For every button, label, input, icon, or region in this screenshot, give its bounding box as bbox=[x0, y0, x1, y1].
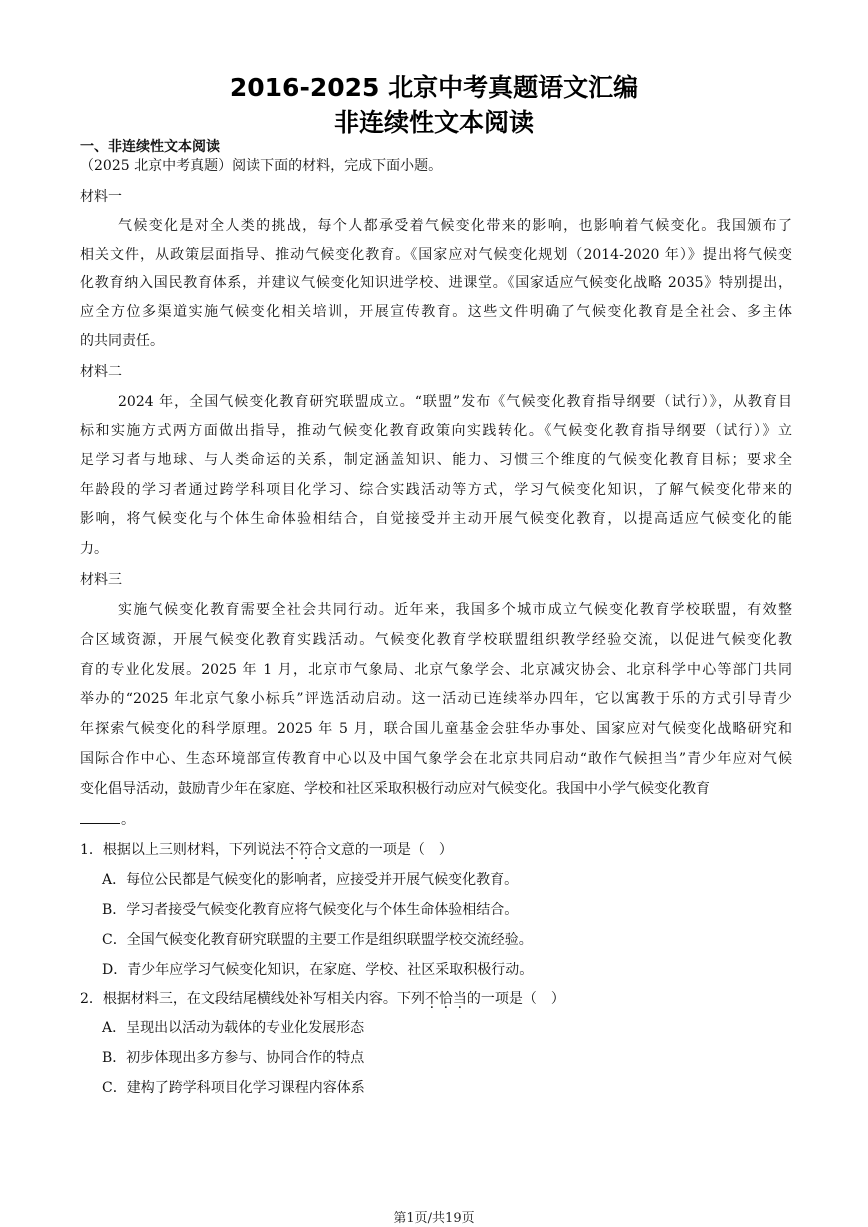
question-2-option-a[interactable]: A．呈现出以活动为载体的专业化发展形态 bbox=[102, 1020, 365, 1036]
question-2-option-c[interactable]: C．建构了跨学科项目化学习课程内容体系 bbox=[102, 1080, 365, 1096]
material3-line: 合区域资源，开展气候变化教育实践活动。气候变化教育学校联盟组织教学经验交流，以促进气候变化教 bbox=[80, 632, 792, 648]
emphasis-char: 不 bbox=[424, 991, 439, 1007]
emphasis-char: 当 bbox=[452, 991, 467, 1007]
material3-label: 材料三 bbox=[80, 572, 122, 588]
section-heading: 一、非连续性文本阅读 bbox=[80, 139, 220, 155]
material1-line: 气候变化是对全人类的挑战，每个人都承受着气候变化带来的影响，也影响着气候变化。我国颁布了 bbox=[118, 218, 792, 234]
question-1-stem-before: 1．根据以上三则材料，下列说法 bbox=[80, 842, 285, 858]
question-2-emphasis bbox=[425, 991, 467, 1007]
material3-line: 国际合作中心、生态环境部宣传教育中心以及中国气象学会在北京共同启动“敢作气候担当”青少年应对气候 bbox=[80, 751, 792, 767]
material3-line: 年探索气候变化的科学原理。2025 年 5 月，联合国儿童基金会驻华办事处、国家应对气候变化战略研究和 bbox=[80, 721, 792, 737]
question-2-stem-after: 的一项是（ ） bbox=[466, 991, 565, 1007]
answer-blank bbox=[80, 823, 120, 824]
material2-line: 年龄段的学习者通过跨学科项目化学习、综合实践活动等方式，学习气候变化知识，了解气候变化带来的 bbox=[80, 482, 792, 498]
question-1-stem-after: 文意的一项是（ ） bbox=[326, 842, 453, 858]
intro-text: （2025 北京中考真题）阅读下面的材料，完成下面小题。 bbox=[80, 158, 443, 174]
page-subtitle: 非连续性文本阅读 bbox=[333, 108, 534, 137]
question-1-option-c[interactable]: C．全国气候变化教育研究联盟的主要工作是组织联盟学校交流经验。 bbox=[102, 932, 533, 948]
material2-label: 材料二 bbox=[80, 364, 122, 380]
blank-end-punct: 。 bbox=[121, 812, 135, 828]
question-1-option-d[interactable]: D．青少年应学习气候变化知识，在家庭、学校、社区采取积极行动。 bbox=[102, 962, 534, 978]
material2-line: 2024 年，全国气候变化教育研究联盟成立。“联盟”发布《气候变化教育指导纲要（试行）》，从教育目 bbox=[118, 394, 792, 410]
material3-line: 实施气候变化教育需要全社会共同行动。近年来，我国多个城市成立气候变化教育学校联盟，有效整 bbox=[118, 602, 792, 618]
question-1-option-b[interactable]: B．学习者接受气候变化教育应将气候变化与个体生命体验相结合。 bbox=[102, 902, 519, 918]
material1-line: 应全方位多渠道实施气候变化相关培训，开展宣传教育。这些文件明确了气候变化教育是全社会、多主体 bbox=[80, 304, 792, 320]
emphasis-char: 不 bbox=[284, 842, 299, 858]
material1-label: 材料一 bbox=[80, 189, 122, 205]
emphasis-char: 合 bbox=[312, 842, 327, 858]
question-1-emphasis bbox=[285, 842, 327, 858]
material2-line: 标和实施方式两方面做出指导，推动气候变化教育政策向实践转化。《气候变化教育指导纲要（试行）》立 bbox=[80, 423, 792, 439]
question-1-option-a[interactable]: A．每位公民都是气候变化的影响者，应接受并开展气候变化教育。 bbox=[102, 872, 519, 888]
material3-line: 变化倡导活动，鼓励青少年在家庭、学校和社区采取积极行动应对气候变化。我国中小学气候变化教育 bbox=[80, 781, 710, 797]
page-title: 2016-2025 北京中考真题语文汇编 bbox=[229, 73, 639, 102]
material2-line: 影响，将气候变化与个体生命体验相结合，自觉接受并主动开展气候变化教育，以提高适应气候变化的能 bbox=[80, 511, 792, 527]
material1-line: 相关文件，从政策层面指导、推动气候变化教育。《国家应对气候变化规划（2014-2020 年）》提出将气候变 bbox=[80, 247, 792, 263]
material1-line: 的共同责任。 bbox=[80, 333, 164, 349]
emphasis-char: 恰 bbox=[438, 991, 453, 1007]
page-number: 第1页/共19页 bbox=[393, 1211, 475, 1226]
material1-line: 化教育纳入国民教育体系，并建议气候变化知识进学校、进课堂。《国家适应气候变化战略 2035》特别提出， bbox=[80, 275, 792, 291]
emphasis-char: 符 bbox=[298, 842, 313, 858]
material2-line: 力。 bbox=[80, 541, 108, 557]
question-1-stem bbox=[80, 840, 453, 860]
material3-line: 育的专业化发展。2025 年 1 月，北京市气象局、北京气象学会、北京减灾协会、北京科学中心等部门共同 bbox=[80, 662, 792, 678]
material3-line: 举办的“2025 年北京气象小标兵”评选活动启动。这一活动已连续举办四年，它以寓教于乐的方式引导青少 bbox=[80, 691, 792, 707]
question-2-stem bbox=[80, 989, 565, 1009]
question-2-stem-before: 2．根据材料三，在文段结尾横线处补写相关内容。下列 bbox=[80, 991, 425, 1007]
material2-line: 足学习者与地球、与人类命运的关系，制定涵盖知识、能力、习惯三个维度的气候变化教育目标；要求全 bbox=[80, 452, 792, 468]
question-2-option-b[interactable]: B．初步体现出多方参与、协同合作的特点 bbox=[102, 1050, 365, 1066]
